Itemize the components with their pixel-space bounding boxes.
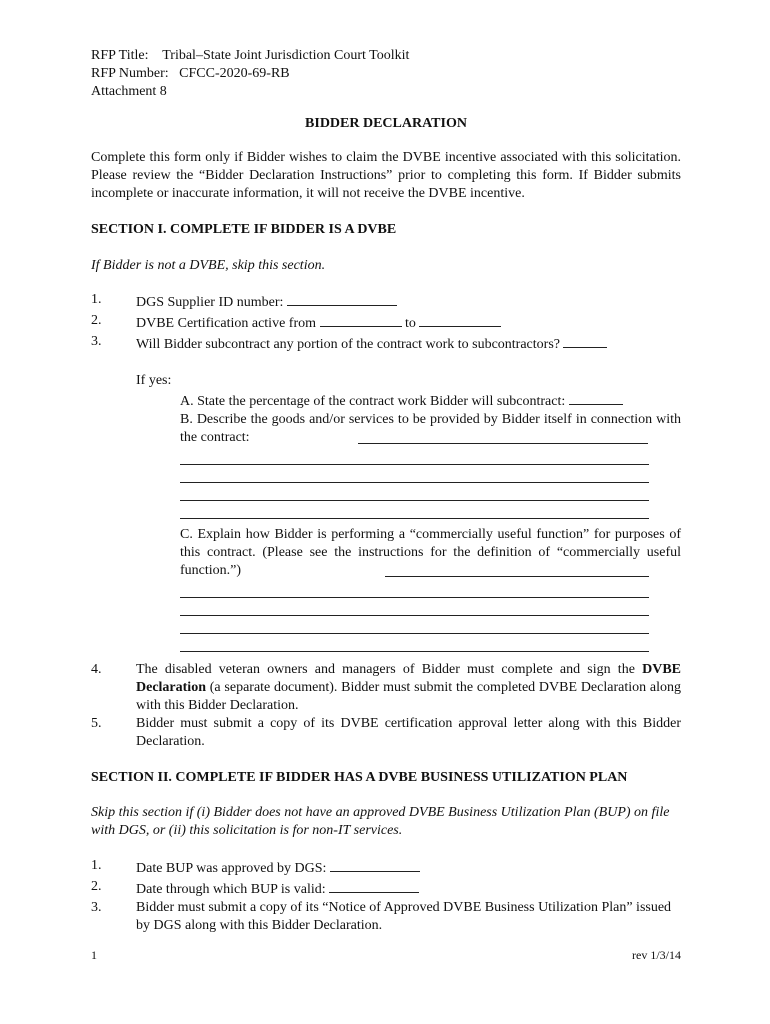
section-2-list [91, 857, 681, 935]
intro-paragraph: Complete this form only if Bidder wishes to claim the DVBE incentive associated with this solicitation. Please review the “Bidder Declaration Instructions” prior to completing this form. If Bidder submits incomplete or inaccurate information, it will not receive the DVBE incentive. [91, 150, 681, 201]
bup-approved-label: Date BUP was approved by DGS: [136, 861, 327, 876]
item-c [91, 526, 681, 580]
page-number: 1 [91, 948, 97, 962]
goods-services-field[interactable] [180, 483, 649, 501]
item-number: 5. [91, 716, 102, 731]
section-1-list [91, 291, 681, 354]
list-item [91, 661, 681, 715]
goods-services-field[interactable] [180, 465, 649, 483]
attachment-label: Attachment 8 [91, 84, 167, 99]
rfp-title-label: RFP Title: [91, 48, 149, 63]
item-number: 1. [91, 858, 102, 873]
item-5-text: Bidder must submit a copy of its DVBE certification approval letter along with this Bidder Declaration. [136, 716, 681, 749]
commercially-useful-field[interactable] [180, 598, 649, 616]
item-b [91, 411, 681, 447]
rfp-number-line [91, 65, 681, 83]
page-footer [91, 946, 681, 964]
commercially-useful-label: C. Explain how Bidder is performing a “commercially useful function” for purposes of this contract. (Please see the instructions for the definition of “commercially useful function.”) [180, 527, 681, 578]
supplier-id-field[interactable] [287, 291, 397, 306]
section-2-heading: SECTION II. COMPLETE IF BIDDER HAS A DVBE BUSINESS UTILIZATION PLAN [91, 770, 628, 785]
goods-services-field[interactable] [180, 447, 649, 465]
item-a [91, 390, 681, 411]
list-item [91, 857, 681, 878]
list-item [91, 715, 681, 751]
subcontract-percentage-label: A. State the percentage of the contract work Bidder will subcontract: [180, 394, 566, 409]
rfp-number: CFCC-2020-69-RB [179, 66, 290, 81]
subcontract-answer-field[interactable] [563, 333, 607, 348]
item-number: 4. [91, 662, 102, 677]
list-item [91, 291, 681, 312]
subcontract-percentage-field[interactable] [569, 390, 623, 405]
bup-valid-date-field[interactable] [329, 878, 419, 893]
if-yes-label: If yes: [136, 373, 172, 388]
bup-notice-text: Bidder must submit a copy of its “Notice of Approved DVBE Business Utilization Plan” issued by DGS along with this Bidder Declaration. [136, 900, 672, 933]
bup-approved-date-field[interactable] [330, 857, 420, 872]
section-1-heading: SECTION I. COMPLETE IF BIDDER IS A DVBE [91, 222, 397, 237]
list-item [91, 899, 681, 935]
item-number: 3. [91, 900, 102, 915]
goods-services-field[interactable] [180, 501, 649, 519]
list-item [91, 333, 681, 354]
item-4-text-pre: The disabled veteran owners and managers of Bidder must complete and sign the [136, 662, 643, 677]
section-2-note: Skip this section if (i) Bidder does not have an approved DVBE Business Utilization Plan (BUP) on file with DGS, or (ii) this solicitation is for non-IT services. [91, 805, 670, 838]
section-1-note: If Bidder is not a DVBE, skip this section. [91, 258, 326, 273]
certification-to-field[interactable] [419, 312, 501, 327]
item-number: 2. [91, 313, 102, 328]
certification-from-field[interactable] [320, 312, 402, 327]
list-item [91, 878, 681, 899]
certification-to-label: to [405, 316, 416, 331]
bup-valid-label: Date through which BUP is valid: [136, 882, 326, 897]
document-title: BIDDER DECLARATION [305, 116, 467, 131]
item-number: 1. [91, 292, 102, 307]
document-header [91, 47, 681, 101]
goods-services-field-first-line[interactable] [358, 429, 648, 444]
rfp-number-label: RFP Number: [91, 66, 169, 81]
goods-services-label: B. Describe the goods and/or services to be provided by Bidder itself in connection with the contract: [180, 412, 681, 445]
item-4-text-post: (a separate document). Bidder must submit the completed DVBE Declaration along with this Bidder Declaration. [136, 680, 681, 713]
commercially-useful-field[interactable] [180, 616, 649, 634]
document-page [91, 47, 681, 935]
section-1-list-continued [91, 661, 681, 751]
commercially-useful-field[interactable] [180, 634, 649, 652]
rfp-title-line [91, 47, 681, 65]
item-number: 2. [91, 879, 102, 894]
supplier-id-label: DGS Supplier ID number: [136, 295, 284, 310]
item-number: 3. [91, 334, 102, 349]
commercially-useful-field-first-line[interactable] [385, 562, 649, 577]
dvbe-declaration-reference: DVBE Declaration [136, 662, 681, 695]
subcontract-question: Will Bidder subcontract any portion of the contract work to subcontractors? [136, 337, 560, 352]
list-item [91, 312, 681, 333]
certification-label: DVBE Certification active from [136, 316, 316, 331]
rfp-title: Tribal–State Joint Jurisdiction Court Toolkit [162, 48, 410, 63]
commercially-useful-field[interactable] [180, 580, 649, 598]
revision-label: rev 1/3/14 [632, 948, 681, 962]
